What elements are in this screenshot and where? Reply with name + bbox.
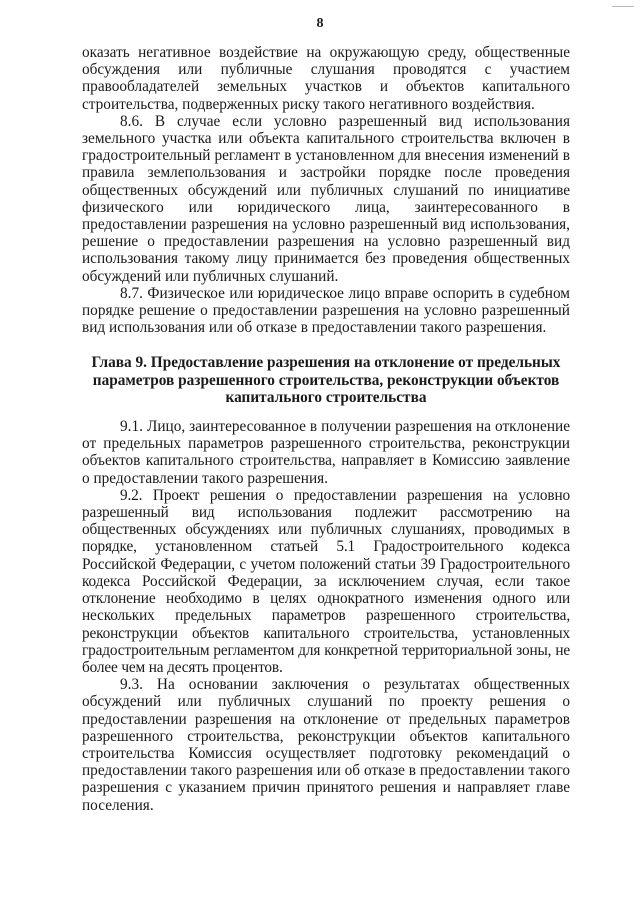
paragraph-9-1: 9.1. Лицо, заинтересованное в получении разрешения на отклонение от предельных параметров разрешенного строительства, реконструкции объектов капитального строительства, направляет в Комиссию заявление о предоставлении такого разрешения. xyxy=(82,418,570,487)
paragraph-8-7: 8.7. Физическое или юридическое лицо вправе оспорить в судебном порядке решение о предоставлении разрешения на условно разрешенный вид использования или об отказе в предоставлении такого разрешения. xyxy=(82,284,570,337)
document-body xyxy=(82,44,570,814)
paragraph-9-2: 9.2. Проект решения о предоставлении разрешения на условно разрешенный вид использования подлежит рассмотрению на общественных обсуждениях или публичных слушаниях, проводимых в порядке, установленном статьей 5.1 Градостроительного кодекса Российской Федерации, с учетом положений статьи 39 Градостроительного кодекса Российской Федерации, за исключением случая, если такое отклонение необходимо в целях однократного изменения одного или нескольких предельных параметров разрешенного строительства, реконструкции объектов капитального строительства, установленных градостроительным регламентом для конкретной территориальной зоны, не более чем на десять процентов. xyxy=(82,486,570,676)
paragraph-continuation: оказать негативное воздействие на окружающую среду, общественные обсуждения или публичные слушания проводятся с участием правообладателей земельных участков и объектов капитального строительства, подверженных риску такого негативного воздействия. xyxy=(82,44,570,113)
paragraph-9-3: 9.3. На основании заключения о результатах общественных обсуждений или публичных слушаний по проекту решения о предоставлении разрешения на отклонение от предельных параметров разрешенного строительства, реконструкции объектов капитального строительства Комиссия осуществляет подготовку рекомендаций о предоставлении такого разрешения или об отказе в предоставлении такого разрешения с указанием причин принятого решения и направляет главе поселения. xyxy=(82,676,570,814)
paragraph-8-6: 8.6. В случае если условно разрешенный вид использования земельного участка или объекта капитального строительства включен в градостроительный регламент в установленном для внесения изменений в правила землепользования и застройки порядке после проведения общественных обсуждений или публичных слушаний по инициативе физического или юридического лица, заинтересованного в предоставлении разрешения на условно разрешенный вид использования, решение о предоставлении разрешения на условно разрешенный вид использования такому лицу принимается без проведения общественных обсуждений или публичных слушаний. xyxy=(82,112,570,285)
chapter-title-line: Глава 9. Предоставление разрешения на отклонение от предельных xyxy=(91,354,561,372)
corner-mark xyxy=(612,0,634,7)
chapter-9-title xyxy=(82,354,570,406)
page-number: 8 xyxy=(316,16,324,31)
chapter-title-line: капитального строительства xyxy=(225,388,427,406)
chapter-title-line: параметров разрешенного строительства, реконструкции объектов xyxy=(92,371,560,389)
